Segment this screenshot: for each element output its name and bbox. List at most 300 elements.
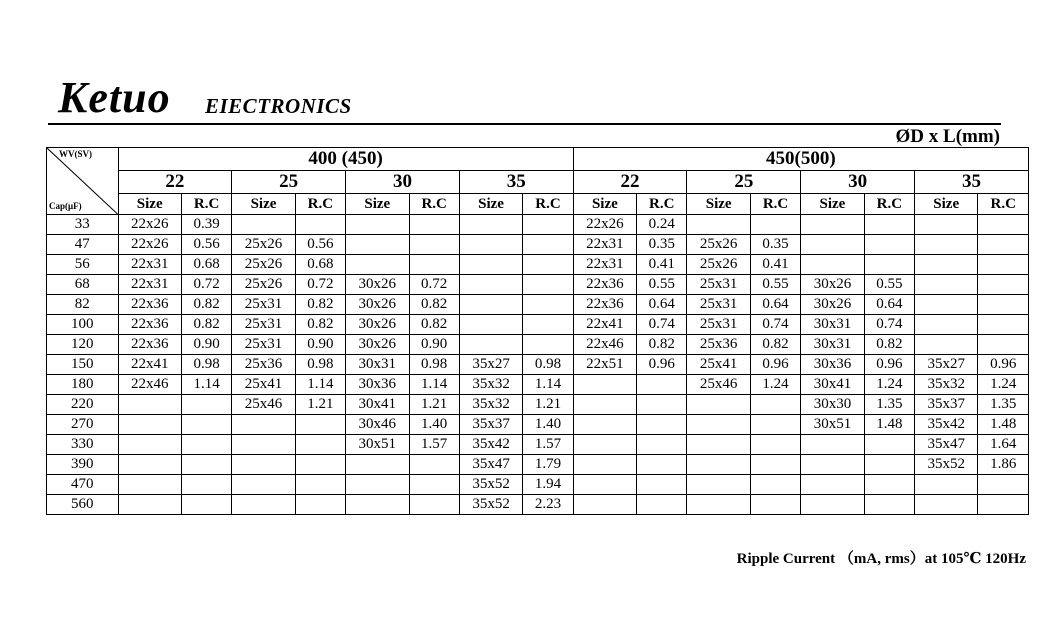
size-cell: 25x26 [687, 255, 750, 275]
size-cell: 30x30 [801, 395, 864, 415]
ripple-current-cell [295, 435, 345, 455]
ripple-current-cell: 1.57 [523, 435, 573, 455]
ripple-current-cell: 0.68 [295, 255, 345, 275]
table-row [47, 235, 1029, 255]
ripple-current-cell: 0.98 [181, 355, 231, 375]
ripple-current-cell [864, 455, 914, 475]
size-cell: 22x31 [118, 275, 181, 295]
size-cell: 25x41 [687, 355, 750, 375]
ripple-current-cell [409, 455, 459, 475]
size-column-header: Size [801, 194, 864, 215]
size-cell: 22x36 [118, 295, 181, 315]
size-cell: 35x47 [915, 435, 978, 455]
size-cell: 22x41 [573, 315, 636, 335]
size-cell [573, 395, 636, 415]
header-divider [48, 123, 1001, 125]
size-cell [801, 455, 864, 475]
size-cell: 30x31 [801, 335, 864, 355]
ripple-current-cell: 0.74 [637, 315, 687, 335]
size-cell: 25x26 [232, 275, 295, 295]
diameter-header: 35 [915, 171, 1029, 194]
size-cell [232, 475, 295, 495]
size-cell: 22x41 [118, 355, 181, 375]
ripple-current-cell: 1.24 [864, 375, 914, 395]
ripple-current-cell: 0.74 [750, 315, 800, 335]
size-cell: 25x26 [232, 235, 295, 255]
size-cell: 35x52 [459, 475, 522, 495]
size-cell [573, 415, 636, 435]
size-column-header: Size [915, 194, 978, 215]
size-cell [687, 215, 750, 235]
capacitance-cell: 47 [47, 235, 119, 255]
ripple-current-cell [523, 315, 573, 335]
ripple-current-cell [409, 495, 459, 515]
rc-column-header: R.C [750, 194, 800, 215]
diameter-header: 35 [459, 171, 573, 194]
capacitance-cell: 150 [47, 355, 119, 375]
size-cell: 22x26 [118, 235, 181, 255]
ripple-current-cell: 1.48 [978, 415, 1029, 435]
size-cell: 35x27 [459, 355, 522, 375]
rc-column-header: R.C [523, 194, 573, 215]
ripple-current-cell [864, 255, 914, 275]
size-cell [232, 215, 295, 235]
capacitance-cell: 220 [47, 395, 119, 415]
corner-wv-label: WV(SV) [59, 149, 92, 159]
ripple-current-cell [750, 415, 800, 435]
capacitance-cell: 390 [47, 455, 119, 475]
capacitance-cell: 68 [47, 275, 119, 295]
ripple-current-cell: 0.82 [181, 315, 231, 335]
ripple-current-cell: 1.14 [409, 375, 459, 395]
capacitance-cell: 560 [47, 495, 119, 515]
size-cell [459, 255, 522, 275]
ripple-current-cell: 0.64 [864, 295, 914, 315]
corner-cap-label: Cap(μF) [49, 201, 82, 211]
size-cell: 30x46 [346, 415, 409, 435]
size-cell [687, 435, 750, 455]
size-cell: 30x31 [801, 315, 864, 335]
size-cell [573, 455, 636, 475]
capacitance-cell: 330 [47, 435, 119, 455]
size-cell: 22x36 [573, 275, 636, 295]
size-column-header: Size [687, 194, 750, 215]
size-cell: 30x26 [801, 275, 864, 295]
ripple-current-cell: 0.96 [864, 355, 914, 375]
size-cell [573, 495, 636, 515]
ripple-current-cell: 0.90 [181, 335, 231, 355]
ripple-current-cell [409, 255, 459, 275]
ripple-current-cell: 1.14 [523, 375, 573, 395]
ripple-current-cell: 0.41 [750, 255, 800, 275]
ripple-current-cell [181, 475, 231, 495]
ripple-current-cell: 1.86 [978, 455, 1029, 475]
ripple-current-cell: 0.98 [295, 355, 345, 375]
size-cell [687, 455, 750, 475]
ripple-current-cell: 1.64 [978, 435, 1029, 455]
ripple-current-cell [978, 295, 1029, 315]
ripple-current-cell: 0.82 [295, 295, 345, 315]
size-cell [459, 235, 522, 255]
table-row [47, 375, 1029, 395]
size-cell [346, 235, 409, 255]
ripple-current-cell [864, 495, 914, 515]
size-cell [346, 255, 409, 275]
rc-column-header: R.C [978, 194, 1029, 215]
table-row [47, 495, 1029, 515]
size-cell: 35x47 [459, 455, 522, 475]
rc-column-header: R.C [637, 194, 687, 215]
ripple-current-cell: 1.94 [523, 475, 573, 495]
size-cell [118, 455, 181, 475]
ripple-current-cell [409, 475, 459, 495]
ripple-current-cell: 0.82 [750, 335, 800, 355]
ripple-current-cell: 0.96 [750, 355, 800, 375]
table-row [47, 315, 1029, 335]
ripple-current-cell: 1.35 [978, 395, 1029, 415]
table-row [47, 475, 1029, 495]
ripple-current-cell: 0.55 [864, 275, 914, 295]
capacitance-cell: 180 [47, 375, 119, 395]
rc-column-header: R.C [181, 194, 231, 215]
ripple-current-cell [978, 495, 1029, 515]
size-cell [459, 295, 522, 315]
size-cell: 25x31 [232, 315, 295, 335]
size-cell: 25x31 [232, 295, 295, 315]
ripple-current-cell: 1.57 [409, 435, 459, 455]
size-cell [118, 495, 181, 515]
ripple-current-cell: 0.55 [750, 275, 800, 295]
size-cell [801, 475, 864, 495]
size-cell [801, 235, 864, 255]
ripple-current-cell [637, 475, 687, 495]
ripple-current-cell: 0.98 [523, 355, 573, 375]
ripple-current-cell: 0.82 [409, 315, 459, 335]
size-cell [687, 415, 750, 435]
column-subheader-row [47, 194, 1029, 215]
ripple-current-cell: 1.79 [523, 455, 573, 475]
ripple-current-cell: 1.48 [864, 415, 914, 435]
diameter-header-row [47, 171, 1029, 194]
size-cell [915, 235, 978, 255]
size-cell: 35x37 [459, 415, 522, 435]
size-cell [915, 255, 978, 275]
ripple-current-cell: 0.90 [295, 335, 345, 355]
size-cell [687, 495, 750, 515]
ripple-current-cell [864, 475, 914, 495]
ripple-current-cell [750, 215, 800, 235]
table-row [47, 395, 1029, 415]
size-cell: 25x31 [687, 275, 750, 295]
size-cell [232, 455, 295, 475]
table-row [47, 275, 1029, 295]
size-cell [346, 495, 409, 515]
size-cell: 35x32 [459, 375, 522, 395]
size-cell: 22x31 [573, 255, 636, 275]
size-cell: 22x46 [573, 335, 636, 355]
dimension-label: ØD x L(mm) [895, 126, 1000, 147]
ripple-current-cell: 0.96 [978, 355, 1029, 375]
size-cell [915, 475, 978, 495]
size-cell [915, 335, 978, 355]
ripple-current-cell [295, 215, 345, 235]
size-cell: 35x32 [915, 375, 978, 395]
size-cell: 30x26 [801, 295, 864, 315]
ripple-current-cell [750, 435, 800, 455]
size-column-header: Size [118, 194, 181, 215]
ripple-current-cell [295, 455, 345, 475]
size-cell: 22x51 [573, 355, 636, 375]
size-cell [118, 435, 181, 455]
ripple-current-cell [637, 435, 687, 455]
ripple-current-cell [750, 395, 800, 415]
ripple-current-cell [637, 495, 687, 515]
ripple-current-cell: 0.72 [409, 275, 459, 295]
ripple-current-cell: 0.98 [409, 355, 459, 375]
size-cell: 30x26 [346, 315, 409, 335]
size-cell: 25x36 [687, 335, 750, 355]
size-cell: 25x41 [232, 375, 295, 395]
ripple-current-cell: 1.21 [295, 395, 345, 415]
ripple-current-cell [978, 475, 1029, 495]
brand-logo-text: Ketuo [58, 73, 171, 122]
size-cell [573, 475, 636, 495]
rc-column-header: R.C [864, 194, 914, 215]
ripple-current-cell: 1.14 [295, 375, 345, 395]
capacitance-cell: 33 [47, 215, 119, 235]
ripple-current-table [46, 147, 1029, 515]
size-cell [801, 435, 864, 455]
ripple-current-cell [523, 255, 573, 275]
ripple-current-cell [637, 415, 687, 435]
ripple-current-cell: 1.40 [523, 415, 573, 435]
ripple-current-cell: 0.90 [409, 335, 459, 355]
size-cell [459, 315, 522, 335]
size-cell [801, 255, 864, 275]
size-column-header: Size [573, 194, 636, 215]
ripple-current-cell: 1.24 [978, 375, 1029, 395]
ripple-current-cell: 0.64 [637, 295, 687, 315]
ripple-current-cell [181, 395, 231, 415]
ripple-current-cell: 1.21 [409, 395, 459, 415]
ripple-current-cell: 0.55 [637, 275, 687, 295]
size-cell [459, 335, 522, 355]
ripple-current-cell: 0.41 [637, 255, 687, 275]
ripple-current-cell [523, 295, 573, 315]
size-cell: 30x36 [801, 355, 864, 375]
size-cell [915, 495, 978, 515]
size-cell: 30x36 [346, 375, 409, 395]
table-row [47, 455, 1029, 475]
diameter-header: 30 [801, 171, 915, 194]
size-cell: 30x31 [346, 355, 409, 375]
ripple-current-cell [523, 235, 573, 255]
size-cell [573, 435, 636, 455]
ripple-current-cell [523, 275, 573, 295]
size-cell: 22x46 [118, 375, 181, 395]
table-row [47, 295, 1029, 315]
ripple-current-cell [523, 215, 573, 235]
size-cell: 35x27 [915, 355, 978, 375]
ripple-current-cell [409, 215, 459, 235]
ripple-current-cell [978, 215, 1029, 235]
size-cell: 35x37 [915, 395, 978, 415]
size-column-header: Size [459, 194, 522, 215]
size-cell: 35x52 [915, 455, 978, 475]
ripple-current-cell [181, 455, 231, 475]
diameter-header: 30 [346, 171, 460, 194]
size-cell: 25x46 [687, 375, 750, 395]
size-cell: 22x36 [118, 335, 181, 355]
ripple-current-cell: 1.24 [750, 375, 800, 395]
ripple-current-cell: 0.39 [181, 215, 231, 235]
size-cell [687, 475, 750, 495]
corner-header-cell [47, 148, 119, 215]
ripple-current-cell [523, 335, 573, 355]
table-row [47, 415, 1029, 435]
size-cell [915, 215, 978, 235]
diameter-header: 22 [573, 171, 687, 194]
size-column-header: Size [232, 194, 295, 215]
ripple-current-cell [978, 315, 1029, 335]
size-cell: 25x31 [687, 295, 750, 315]
ripple-current-cell [864, 435, 914, 455]
ripple-current-cell: 0.72 [295, 275, 345, 295]
ripple-current-cell [750, 495, 800, 515]
size-cell: 22x36 [118, 315, 181, 335]
size-cell: 30x26 [346, 335, 409, 355]
size-cell: 25x26 [232, 255, 295, 275]
ripple-current-cell [181, 495, 231, 515]
ripple-current-cell: 0.35 [637, 235, 687, 255]
ripple-current-cell [637, 455, 687, 475]
ripple-current-cell: 0.74 [864, 315, 914, 335]
size-cell [118, 475, 181, 495]
ripple-current-cell [181, 415, 231, 435]
ripple-current-cell [978, 235, 1029, 255]
ripple-current-cell: 1.40 [409, 415, 459, 435]
size-cell: 22x36 [573, 295, 636, 315]
capacitance-cell: 470 [47, 475, 119, 495]
ripple-current-cell: 2.23 [523, 495, 573, 515]
voltage-header-row [47, 148, 1029, 171]
ripple-current-cell [637, 395, 687, 415]
size-cell: 30x41 [801, 375, 864, 395]
ripple-current-cell: 0.68 [181, 255, 231, 275]
size-cell [118, 415, 181, 435]
size-cell: 25x31 [687, 315, 750, 335]
voltage-group-header: 450(500) [573, 148, 1028, 171]
ripple-current-note: Ripple Current （mA, rms）at 105℃ 120Hz [736, 551, 1026, 567]
size-cell [346, 455, 409, 475]
size-cell: 35x32 [459, 395, 522, 415]
ripple-current-cell [864, 235, 914, 255]
size-cell: 30x26 [346, 275, 409, 295]
size-cell [232, 495, 295, 515]
ripple-current-cell: 0.64 [750, 295, 800, 315]
ripple-current-cell: 0.96 [637, 355, 687, 375]
ripple-current-cell: 0.82 [864, 335, 914, 355]
size-cell: 30x26 [346, 295, 409, 315]
capacitance-cell: 270 [47, 415, 119, 435]
capacitance-cell: 100 [47, 315, 119, 335]
size-cell [346, 215, 409, 235]
size-cell [232, 415, 295, 435]
table-body [47, 215, 1029, 515]
ripple-current-cell [295, 495, 345, 515]
size-cell: 25x26 [687, 235, 750, 255]
ripple-current-cell [750, 455, 800, 475]
table-row [47, 255, 1029, 275]
size-cell: 22x26 [118, 215, 181, 235]
size-cell: 30x51 [346, 435, 409, 455]
voltage-group-header: 400 (450) [118, 148, 573, 171]
capacitance-cell: 56 [47, 255, 119, 275]
ripple-current-cell: 0.56 [295, 235, 345, 255]
size-cell: 22x26 [573, 215, 636, 235]
table-row [47, 355, 1029, 375]
ripple-current-cell: 0.72 [181, 275, 231, 295]
size-column-header: Size [346, 194, 409, 215]
diameter-header: 25 [232, 171, 346, 194]
capacitance-cell: 82 [47, 295, 119, 315]
ripple-current-cell: 0.82 [181, 295, 231, 315]
rc-column-header: R.C [409, 194, 459, 215]
size-cell: 35x42 [459, 435, 522, 455]
ripple-current-cell [750, 475, 800, 495]
size-cell [915, 275, 978, 295]
ripple-current-cell: 0.82 [637, 335, 687, 355]
ripple-current-cell [295, 415, 345, 435]
size-cell [118, 395, 181, 415]
size-cell [346, 475, 409, 495]
table-row [47, 215, 1029, 235]
ripple-current-cell: 0.24 [637, 215, 687, 235]
ripple-current-cell [409, 235, 459, 255]
size-cell [459, 215, 522, 235]
table-row [47, 335, 1029, 355]
size-cell [915, 295, 978, 315]
ripple-current-cell: 1.35 [864, 395, 914, 415]
size-cell: 30x41 [346, 395, 409, 415]
ripple-current-cell: 1.21 [523, 395, 573, 415]
diameter-header: 22 [118, 171, 232, 194]
size-cell: 25x31 [232, 335, 295, 355]
ripple-current-cell [978, 275, 1029, 295]
ripple-current-cell [864, 215, 914, 235]
ripple-current-cell [978, 255, 1029, 275]
capacitance-cell: 120 [47, 335, 119, 355]
size-cell: 22x31 [118, 255, 181, 275]
diameter-header: 25 [687, 171, 801, 194]
size-cell [801, 215, 864, 235]
ripple-current-cell: 1.14 [181, 375, 231, 395]
size-cell [687, 395, 750, 415]
ripple-current-cell: 0.82 [409, 295, 459, 315]
size-cell: 25x46 [232, 395, 295, 415]
ripple-current-cell [295, 475, 345, 495]
size-cell: 25x36 [232, 355, 295, 375]
ripple-current-cell: 0.56 [181, 235, 231, 255]
size-cell: 30x51 [801, 415, 864, 435]
ripple-current-cell [181, 435, 231, 455]
ripple-current-cell [978, 335, 1029, 355]
size-cell [573, 375, 636, 395]
table-row [47, 435, 1029, 455]
size-cell [232, 435, 295, 455]
ripple-current-cell [637, 375, 687, 395]
ripple-current-cell: 0.82 [295, 315, 345, 335]
